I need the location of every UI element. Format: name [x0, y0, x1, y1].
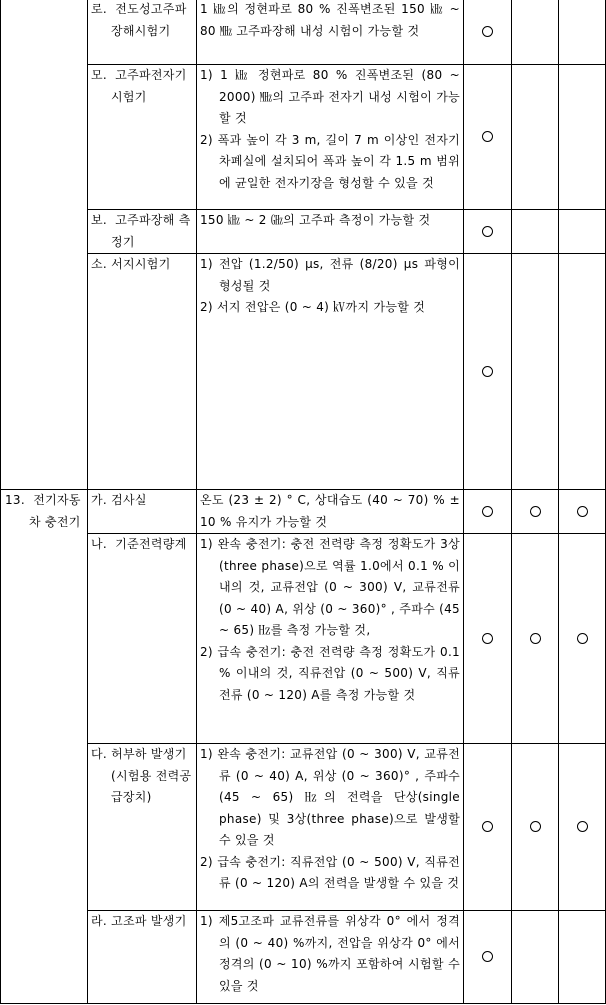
criteria-text: 2) 급속 충전기: 직류전압 (0 ~ 500) V, 직류전류 (0 ~ 120) A의 전력을 발생할 수 있을 것 [200, 854, 460, 890]
criteria-text: 2) 서지 전압은 (0 ~ 4) ㎸까지 가능할 것 [200, 300, 426, 314]
item-cell [88, 65, 197, 210]
mark-cell [464, 534, 512, 744]
mark-cell [512, 911, 559, 1004]
circle-mark-icon [577, 821, 588, 832]
mark-cell [464, 210, 512, 254]
item-name: 모. 고주파전자기 시험기 [91, 68, 191, 104]
mark-cell [559, 744, 606, 911]
circle-mark-icon [482, 131, 493, 142]
circle-mark-icon [482, 26, 493, 37]
table-row [1, 911, 606, 1004]
mark-cell [464, 65, 512, 210]
mark-cell [559, 210, 606, 254]
criteria-cell [197, 0, 464, 65]
item-name: 로. 전도성고주파 장해시험기 [91, 2, 191, 38]
item-cell [88, 210, 197, 254]
table-row [1, 534, 606, 744]
table-row [1, 490, 606, 534]
item-cell [88, 490, 197, 534]
mark-cell [464, 0, 512, 65]
criteria-text: 1) 완속 충전기: 교류전압 (0 ~ 300) V, 교류전류 (0 ~ 40) A, 위상 (0 ~ 360)° , 주파수 (45 ~ 65) ㎐의 전력을 단상(single phase) 및 3상(three phase)으로 발생할 수 있을 것 [200, 747, 465, 847]
circle-mark-icon [530, 633, 541, 644]
mark-cell [559, 490, 606, 534]
criteria-text: 2) 급속 충전기: 충전 전력량 측정 정확도가 0.1 % 이내의 것, 직류전압 (0 ~ 500) V, 직류전류 (0 ~ 120) A를 측정 가능할 것 [200, 644, 465, 702]
criteria-cell [197, 534, 464, 744]
criteria-cell [197, 210, 464, 254]
table-row [1, 254, 606, 490]
item-cell [88, 534, 197, 744]
mark-cell [512, 534, 559, 744]
mark-cell [559, 254, 606, 490]
mark-cell [559, 911, 606, 1004]
table-row [1, 65, 606, 210]
item-cell [88, 744, 197, 911]
mark-cell [559, 65, 606, 210]
mark-cell [464, 911, 512, 1004]
mark-cell [559, 534, 606, 744]
circle-mark-icon [482, 366, 493, 377]
item-name: 나. 기준전력량계 [91, 537, 187, 551]
circle-mark-icon [577, 506, 588, 517]
circle-mark-icon [530, 506, 541, 517]
criteria-text: 1) 완속 충전기: 충전 전력량 측정 정확도가 3상(three phase)으로 역률 1.0에서 0.1 % 이내의 것, 교류전압 (0 ~ 300) V, 교류전류 (0 ~ 40) A, 위상 (0 ~ 360)° , 주파수 (45 ~ 65) ㎐를 측정 가능할 것, [200, 537, 465, 637]
circle-mark-icon [482, 506, 493, 517]
criteria-text: 1) 전압 (1.2/50) μs, 전류 (8/20) μs 파형이 형성될 것 [200, 257, 465, 293]
criteria-cell [197, 490, 464, 534]
mark-cell [512, 490, 559, 534]
mark-cell [512, 0, 559, 65]
circle-mark-icon [482, 633, 493, 644]
table-row [1, 744, 606, 911]
mark-cell [512, 744, 559, 911]
criteria-cell [197, 744, 464, 911]
mark-cell [512, 210, 559, 254]
circle-mark-icon [482, 951, 493, 962]
criteria-cell [197, 65, 464, 210]
item-cell [88, 911, 197, 1004]
category-name: 13. 전기자동차 충전기 [5, 493, 81, 529]
table-row [1, 0, 606, 65]
mark-cell [512, 254, 559, 490]
circle-mark-icon [577, 633, 588, 644]
criteria-cell [197, 254, 464, 490]
category-cell [1, 490, 88, 1004]
criteria-text: 온도 (23 ± 2) ° C, 상대습도 (40 ~ 70) % ± 10 % 유지가 가능할 것 [200, 493, 465, 529]
item-name: 보. 고주파장해 측정기 [91, 213, 191, 249]
criteria-text: 2) 폭과 높이 각 3 m, 길이 7 m 이상인 전자기 차폐실에 설치되어 폭과 높이 각 1.5 m 범위에 균일한 전자기장을 형성할 수 있을 것 [200, 132, 465, 190]
mark-cell [464, 490, 512, 534]
criteria-text: 150 ㎑ ~ 2 ㎓의 고주파 측정이 가능할 것 [200, 213, 431, 227]
table-row [1, 210, 606, 254]
item-name: 라. 고조파 발생기 [91, 914, 187, 928]
mark-cell [559, 0, 606, 65]
item-name: 다. 허부하 발생기(시험용 전력공급장치) [91, 747, 192, 804]
circle-mark-icon [482, 226, 493, 237]
mark-cell [512, 65, 559, 210]
criteria-text: 1 ㎑의 정현파로 80 % 진폭변조된 150 ㎑ ~ 80 ㎒ 고주파장해 내성 시험이 가능할 것 [200, 2, 465, 38]
item-cell [88, 0, 197, 65]
category-cell-empty [1, 0, 88, 490]
criteria-cell [197, 911, 464, 1004]
criteria-text: 1) 제5고조파 교류전류를 위상각 0° 에서 정격의 (0 ~ 40) %까지, 전압을 위상각 0° 에서 정격의 (0 ~ 10) %까지 포함하여 시험할 수 있을 것 [200, 914, 465, 993]
item-cell [88, 254, 197, 490]
item-name: 가. 검사실 [91, 493, 147, 507]
mark-cell [464, 254, 512, 490]
mark-cell [464, 744, 512, 911]
circle-mark-icon [482, 821, 493, 832]
circle-mark-icon [530, 821, 541, 832]
item-name: 소. 서지시험기 [91, 257, 171, 271]
criteria-text: 1) 1 ㎑ 정현파로 80 % 진폭변조된 (80 ~ 2000) ㎒의 고주파 전자기 내성 시험이 가능할 것 [200, 68, 465, 125]
